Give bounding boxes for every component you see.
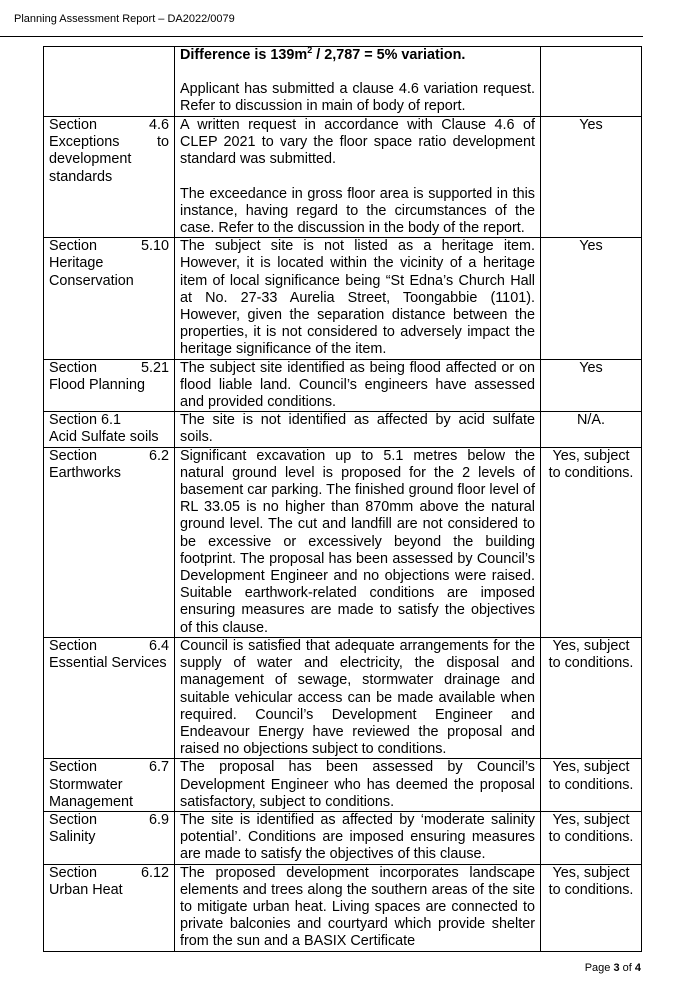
assessment-text: The site is not identified as affected by acid sulfate soils. bbox=[180, 412, 535, 446]
table-row bbox=[44, 238, 642, 359]
compliance-cell: N/A. bbox=[541, 412, 642, 447]
compliance-cell: Yes, subject to conditions. bbox=[541, 447, 642, 637]
variation-summary: Difference is $139m^2 / 2,787 = 5\%$ variation. bbox=[180, 45, 466, 63]
section-cell: Section 4.6 Exceptions to development standards bbox=[44, 117, 175, 238]
table-row bbox=[44, 447, 642, 637]
header-divider bbox=[0, 36, 643, 37]
compliance-cell: Yes, subject to conditions. bbox=[541, 759, 642, 812]
assessment-table bbox=[43, 46, 642, 952]
section-cell bbox=[44, 47, 175, 117]
table-row bbox=[44, 637, 642, 758]
table-row bbox=[44, 759, 642, 812]
assessment-text: A written request in accordance with Clause 4.6 of CLEP 2021 to vary the floor space ratio development standard was submitted. bbox=[180, 117, 535, 168]
table-row bbox=[44, 811, 642, 864]
table-row bbox=[44, 864, 642, 951]
page-number: Page 3 of 4 bbox=[584, 962, 641, 974]
assessment-text: The proposed development incorporates landscape elements and trees along the southern areas of the site to mitigate urban heat. Living spaces are connected to private balconies and courtyard which provide shelter from the sun and a BASIX Certificate bbox=[180, 864, 535, 950]
assessment-cell bbox=[175, 811, 541, 864]
compliance-cell: Yes, subject to conditions. bbox=[541, 637, 642, 758]
table-row bbox=[44, 412, 642, 447]
compliance-cell bbox=[541, 47, 642, 117]
assessment-cell bbox=[175, 759, 541, 812]
section-cell: Section 6.4 Essential Services bbox=[44, 637, 175, 758]
assessment-text: The proposal has been assessed by Council’s Development Engineer who has deemed the proposal satisfactory, subject to conditions. bbox=[180, 759, 535, 810]
assessment-cell bbox=[175, 864, 541, 951]
assessment-cell bbox=[175, 637, 541, 758]
table-row bbox=[44, 47, 642, 117]
section-cell: Section 6.7 Stormwater Management bbox=[44, 759, 175, 812]
assessment-cell bbox=[175, 447, 541, 637]
assessment-cell bbox=[175, 412, 541, 447]
table-row bbox=[44, 359, 642, 412]
assessment-cell bbox=[175, 359, 541, 412]
assessment-text: The subject site is not listed as a heritage item. However, it is located within the vicinity of a heritage item of local significance being “St Edna’s Church Hall at No. 27-33 Aurelia Street, Toongabbie (1101). However, given the separation distance between the properties, it is not considered to adversely impact the heritage significance of the item. bbox=[180, 238, 535, 358]
section-cell: Section 5.10 Heritage Conservation bbox=[44, 238, 175, 359]
assessment-text: The subject site identified as being flood affected or on flood liable land. Council’s engineers have assessed and provided conditions. bbox=[180, 359, 535, 411]
compliance-cell: Yes, subject to conditions. bbox=[541, 864, 642, 951]
compliance-cell: Yes bbox=[541, 238, 642, 359]
section-cell: Section 6.9 Salinity bbox=[44, 811, 175, 864]
assessment-text: The exceedance in gross floor area is supported in this instance, having regard to the circumstances of the case. Refer to the discussion in the body of the report. bbox=[180, 185, 535, 237]
assessment-text: Council is satisfied that adequate arrangements for the supply of water and electricity, the disposal and management of sewage, stormwater drainage and suitable vehicular access can be made available when required. Council’s Development Engineer and Endeavour Energy have reviewed the proposal and raised no objections subject to conditions. bbox=[180, 637, 535, 758]
assessment-text: Significant excavation up to 5.1 metres below the natural ground level is proposed for the 2 levels of basement car parking. The finished ground floor level of RL 33.05 is no higher than 870mm above the natural ground level. The cut and landfill are not considered to be excessive or excessively beyond the building footprint. The proposal has been assessed by Council’s Development Engineer and no objections were raised. Suitable earthwork-related conditions are imposed ensuring measures are made to satisfy the objectives of this clause. bbox=[180, 447, 535, 636]
compliance-cell: Yes, subject to conditions. bbox=[541, 811, 642, 864]
page-header: Planning Assessment Report – DA2022/0079 bbox=[14, 13, 235, 25]
assessment-cell bbox=[175, 117, 541, 238]
section-cell: Section 6.1 Acid Sulfate soils bbox=[44, 412, 175, 447]
section-cell: Section 5.21 Flood Planning bbox=[44, 359, 175, 412]
compliance-cell: Yes bbox=[541, 359, 642, 412]
compliance-cell: Yes bbox=[541, 117, 642, 238]
section-cell: Section 6.12 Urban Heat bbox=[44, 864, 175, 951]
section-cell: Section 6.2 Earthworks bbox=[44, 447, 175, 637]
assessment-text: The site is identified as affected by ‘moderate salinity potential’. Conditions are imposed ensuring measures are made to satisfy the objectives of this clause. bbox=[180, 811, 535, 863]
table-row bbox=[44, 117, 642, 238]
assessment-cell bbox=[175, 238, 541, 359]
assessment-cell bbox=[175, 47, 541, 117]
assessment-text: Applicant has submitted a clause 4.6 variation request. Refer to discussion in main of body of report. bbox=[180, 81, 535, 115]
